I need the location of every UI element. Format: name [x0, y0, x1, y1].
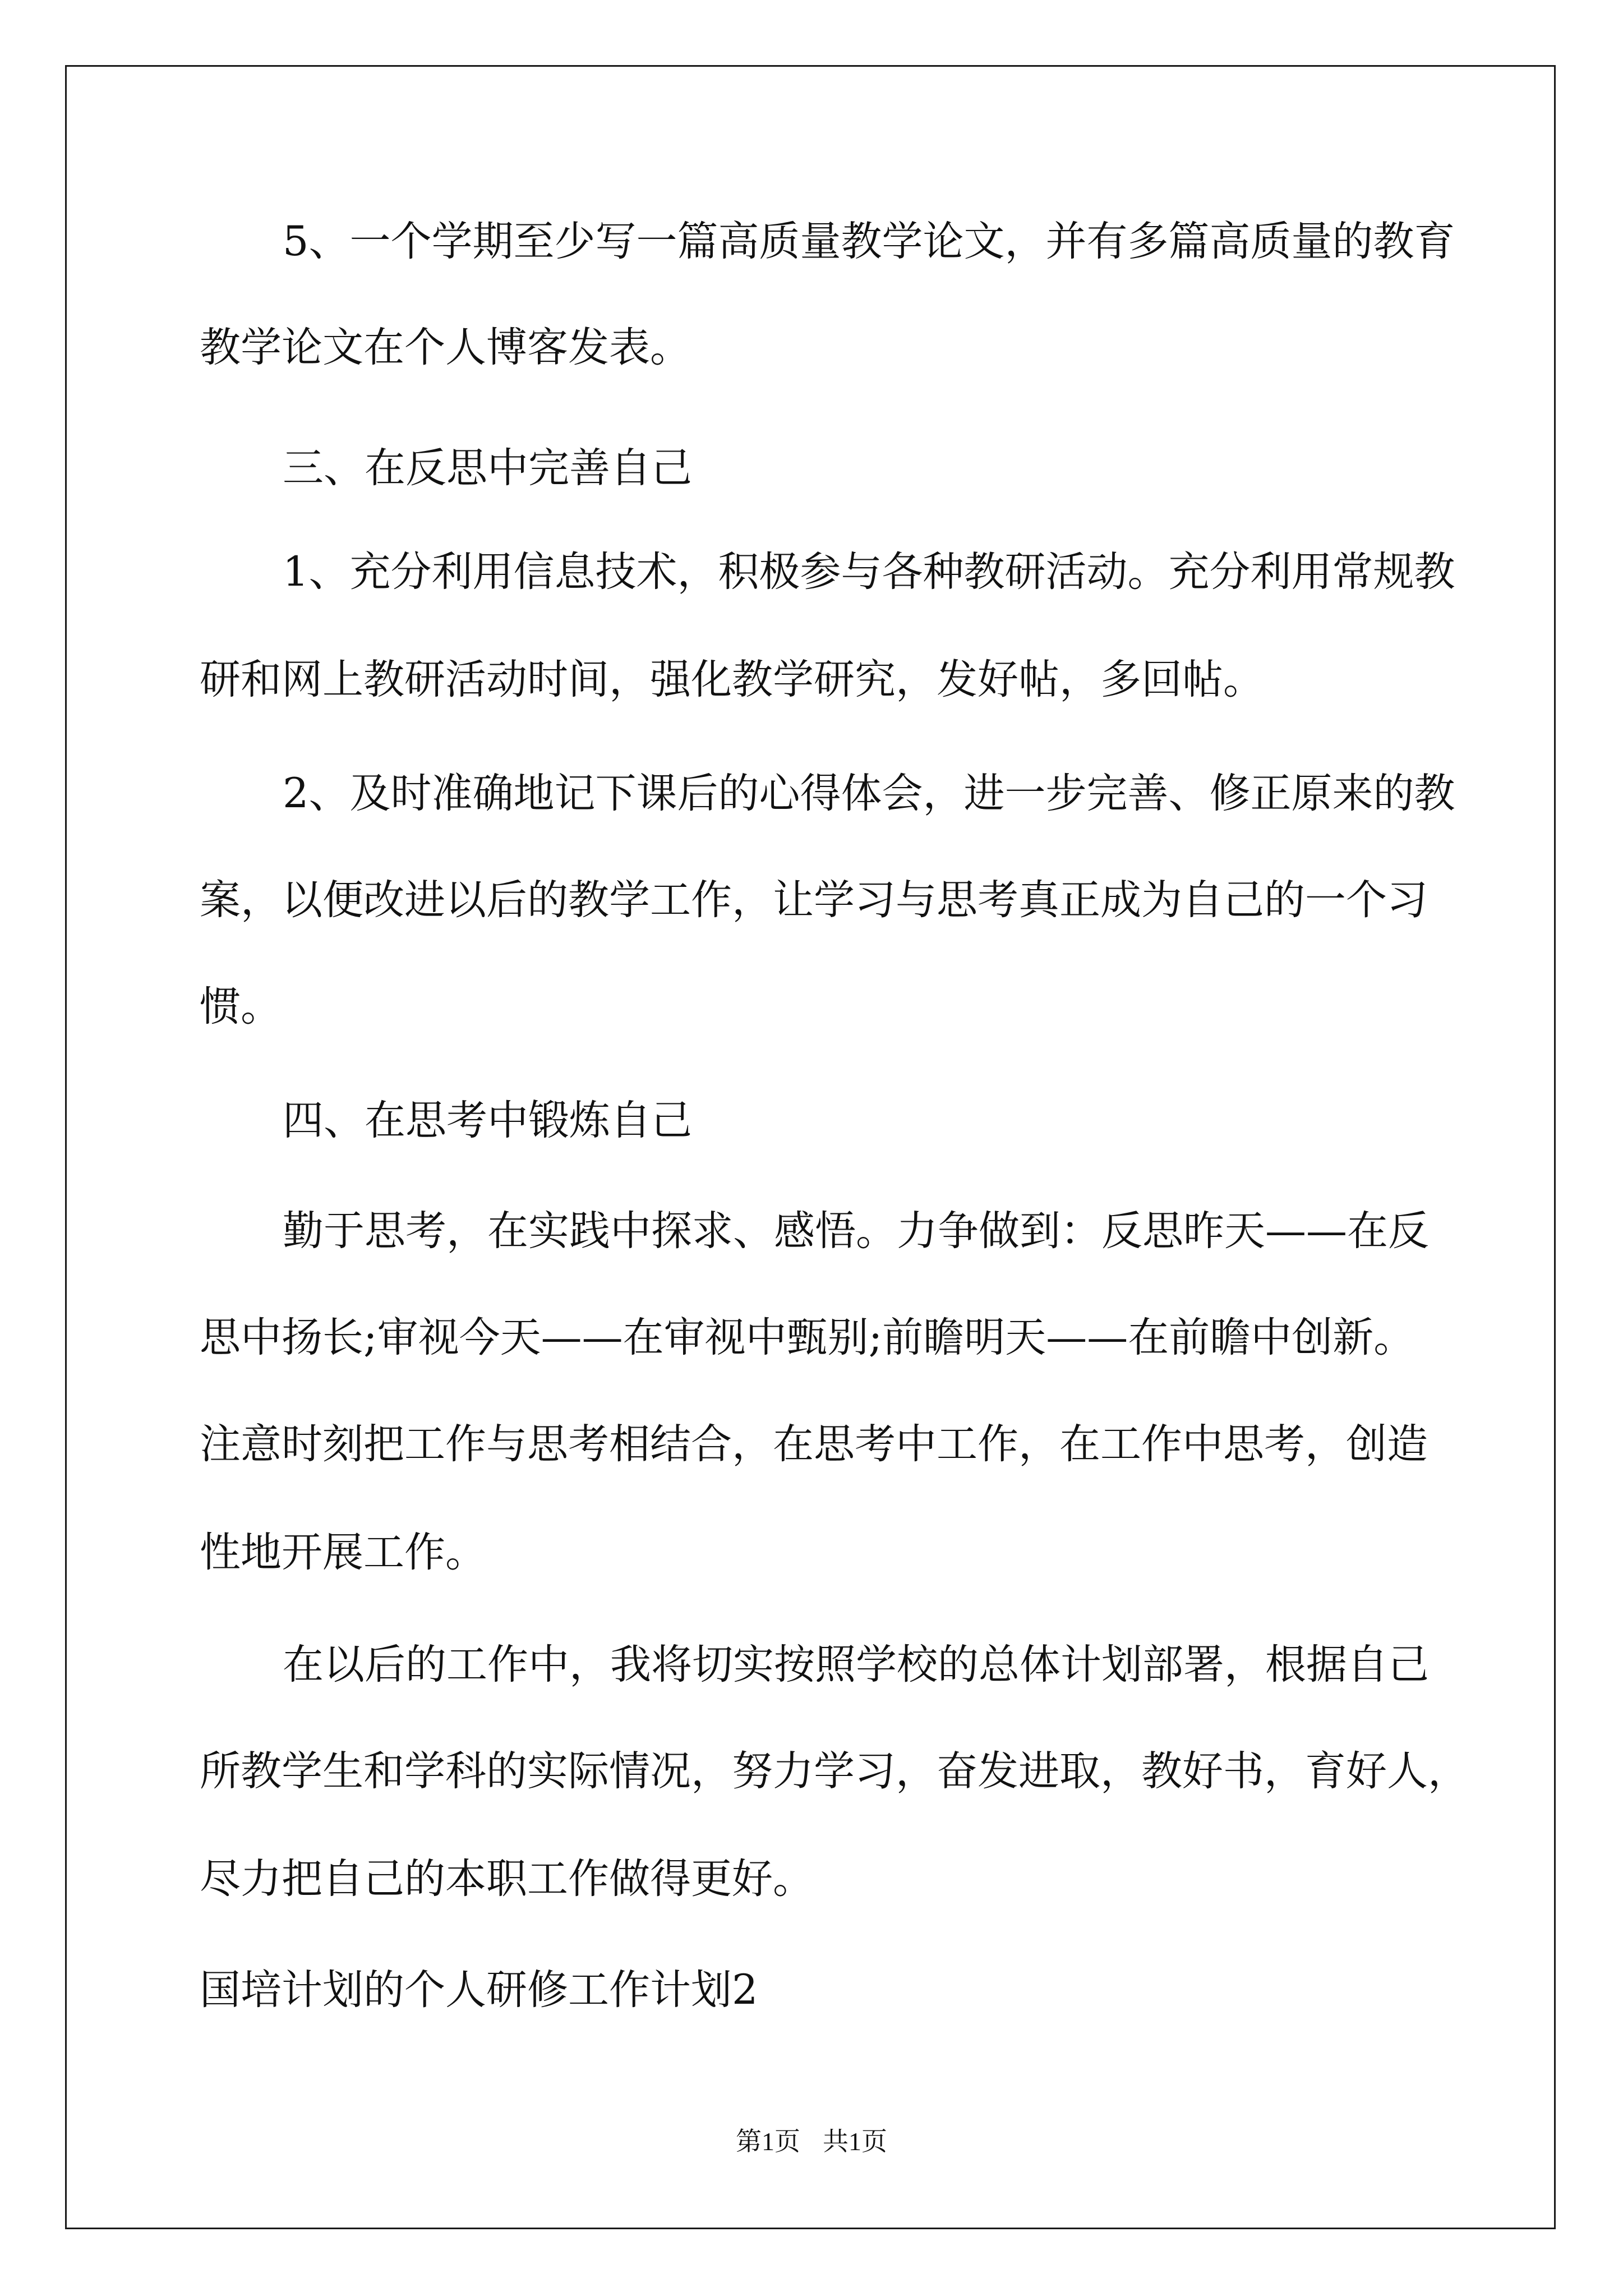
- page-number-current: 第1页: [736, 2127, 800, 2156]
- paragraph-line: 惯。: [200, 983, 282, 1030]
- paragraph-line: 性地开展工作。: [200, 1529, 486, 1576]
- paragraph-line: 勤于思考，在实践中探求、感悟。力争做到：反思昨天——在反: [283, 1207, 1429, 1255]
- page-footer: [0, 2125, 1623, 2159]
- document-title: 国培计划的个人研修工作计划2: [200, 1966, 758, 2014]
- paragraph-line: 尽力把自己的本职工作做得更好。: [200, 1855, 814, 1903]
- section-heading: 三、在反思中完善自己: [283, 444, 692, 492]
- paragraph-line: 教学论文在个人博客发表。: [200, 324, 691, 371]
- paragraph-line: 5、一个学期至少写一篇高质量教学论文，并有多篇高质量的教育: [283, 218, 1455, 265]
- paragraph-line: 所教学生和学科的实际情况，努力学习，奋发进取，教好书，育好人，: [200, 1747, 1469, 1795]
- page-number-total: 共1页: [823, 2127, 887, 2156]
- paragraph-line: 在以后的工作中，我将切实按照学校的总体计划部署，根据自己: [283, 1641, 1429, 1688]
- paragraph-line: 2、及时准确地记下课后的心得体会，进一步完善、修正原来的教: [283, 770, 1455, 817]
- paragraph-line: 研和网上教研活动时间，强化教学研究，发好帖，多回帖。: [200, 656, 1264, 703]
- paragraph-line: 1、充分利用信息技术，积极参与各种教研活动。充分利用常规教: [283, 548, 1455, 596]
- section-heading: 四、在思考中锻炼自己: [283, 1097, 692, 1144]
- paragraph-line: 注意时刻把工作与思考相结合，在思考中工作，在工作中思考，创造: [200, 1420, 1428, 1468]
- paragraph-line: 案，以便改进以后的教学工作，让学习与思考真正成为自己的一个习: [200, 876, 1428, 924]
- paragraph-line: 思中扬长;审视今天——在审视中甄别;前瞻明天——在前瞻中创新。: [200, 1314, 1415, 1361]
